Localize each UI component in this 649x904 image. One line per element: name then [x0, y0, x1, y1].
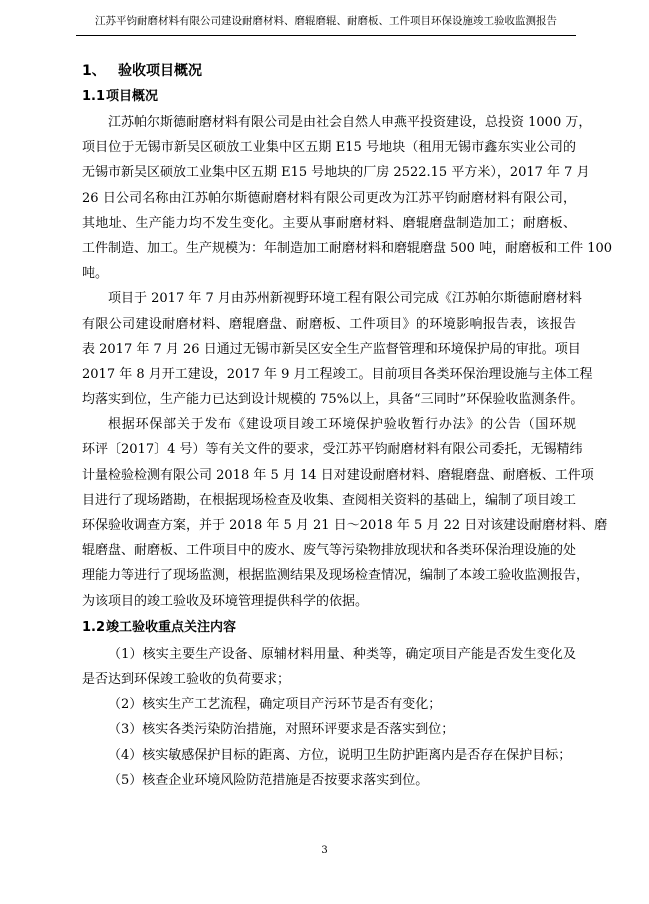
- text-line: 26 日公司名称由江苏帕尔斯德耐磨材料有限公司更改为江苏平钧耐磨材料有限公司，: [82, 190, 576, 206]
- text-line: 是否达到环保竣工验收的负荷要求；: [82, 671, 291, 687]
- section-number: 1、: [82, 63, 106, 79]
- text-line: 计量检验检测有限公司 2018 年 5 月 14 日对建设耐磨材料、磨辊磨盘、耐磨板、工件项: [82, 467, 594, 483]
- text-line: （3）核实各类污染防治措施，对照环评要求是否落实到位；: [108, 722, 455, 738]
- page-number: 3: [321, 845, 328, 856]
- subsection-heading-1-2: [82, 615, 576, 641]
- text-line: 理能力等进行了现场监测，根据监测结果及现场检查情况，编制了本竣工验收监测报告，: [82, 568, 590, 584]
- list-item: [82, 692, 576, 717]
- text-line: 辊磨盘、耐磨板、工件项目中的废水、废气等污染物排放现状和各类环保治理设施的处: [82, 543, 577, 559]
- text-line: 其地址、生产能力均不发生变化。主要从事耐磨材料、磨辊磨盘制造加工；耐磨板、: [82, 215, 576, 231]
- text-line: （2）核实生产工艺流程，确定项目产污环节是否有变化；: [108, 697, 442, 713]
- text-line: 环评〔2017〕4 号）等有关文件的要求，受江苏平钧耐磨材料有限公司委托，无锡精纬: [82, 442, 583, 458]
- page-content: [82, 58, 613, 793]
- text-line: 2017 年 8 月开工建设，2017 年 9 月工程竣工。目前项目各类环保治理设施与主体工程: [82, 366, 593, 382]
- project-overview-body: [82, 110, 613, 614]
- subsection-title: 项目概况: [106, 89, 159, 104]
- section-heading-1: [82, 58, 576, 84]
- subsection-number: 1.2: [82, 619, 106, 635]
- list-item: [82, 768, 576, 793]
- paragraph: [82, 412, 608, 614]
- text-line: 环保验收调查方案，并于 2018 年 5 月 21 日～2018 年 5 月 22 日对该建设耐磨材料、磨: [82, 518, 608, 533]
- section-title: 验收项目概况: [118, 63, 202, 79]
- subsection-heading-1-1: [82, 84, 576, 110]
- text-line: 表 2017 年 7 月 26 日通过无锡市新吴区安全生产监督管理和环境保护局的审批。项目: [82, 341, 581, 357]
- list-item: [82, 743, 576, 768]
- text-line: 根据环保部关于发布《建设项目竣工环境保护验收暂行办法》的公告（国环规: [108, 417, 576, 433]
- header-rule: [76, 35, 576, 36]
- paragraph: [82, 286, 593, 412]
- text-line: （1）核实主要生产设备、原辅材料用量、种类等，确定项目产能是否发生变化及: [108, 646, 576, 662]
- running-header: 江苏平钧耐磨材料有限公司建设耐磨材料、磨辊磨辊、耐磨板、工件项目环保设施竣工验收监测报告: [95, 15, 557, 27]
- paragraph: [82, 110, 613, 286]
- acceptance-focus-list: [82, 642, 576, 793]
- subsection-title: 竣工验收重点关注内容: [106, 619, 237, 635]
- text-line: 为该项目的竣工验收及环境管理提供科学的依据。: [82, 593, 369, 609]
- text-line: （4）核实敏感保护目标的距离、方位，说明卫生防护距离内是否存在保护目标；: [108, 747, 572, 763]
- text-line: 项目于 2017 年 7 月由苏州新视野环境工程有限公司完成《江苏帕尔斯德耐磨材料: [108, 291, 582, 307]
- text-line: 无锡市新吴区硕放工业集中区五期 E15 号地块的厂房 2522.15 平方米），2017 年 7 月: [82, 165, 590, 181]
- text-line: 项目位于无锡市新吴区硕放工业集中区五期 E15 号地块（租用无锡市鑫东实业公司的: [82, 140, 576, 156]
- text-line: 均落实到位，生产能力已达到设计规模的 75%以上，具备“三同时”环保验收监测条件。: [82, 392, 584, 408]
- text-line: 有限公司建设耐磨材料、磨辊磨盘、耐磨板、工件项目》的环境影响报告表，该报告: [82, 316, 576, 332]
- subsection-number: 1.1: [82, 89, 106, 104]
- text-line: 吨。: [82, 266, 109, 282]
- list-item: [82, 642, 576, 692]
- text-line: 目进行了现场踏勘，在根据现场检查及收集、查阅相关资料的基础上，编制了项目竣工: [82, 492, 577, 508]
- text-line: 工件制造、加工。生产规模为：年制造加工耐磨材料和磨辊磨盘 500 吨，耐磨板和工件 100: [82, 240, 613, 256]
- list-item: [82, 717, 576, 742]
- text-line: （5）核查企业环境风险防范措施是否按要求落实到位。: [108, 772, 429, 788]
- text-line: 江苏帕尔斯德耐磨材料有限公司是由社会自然人申燕平投资建设，总投资 1000 万，: [108, 115, 592, 130]
